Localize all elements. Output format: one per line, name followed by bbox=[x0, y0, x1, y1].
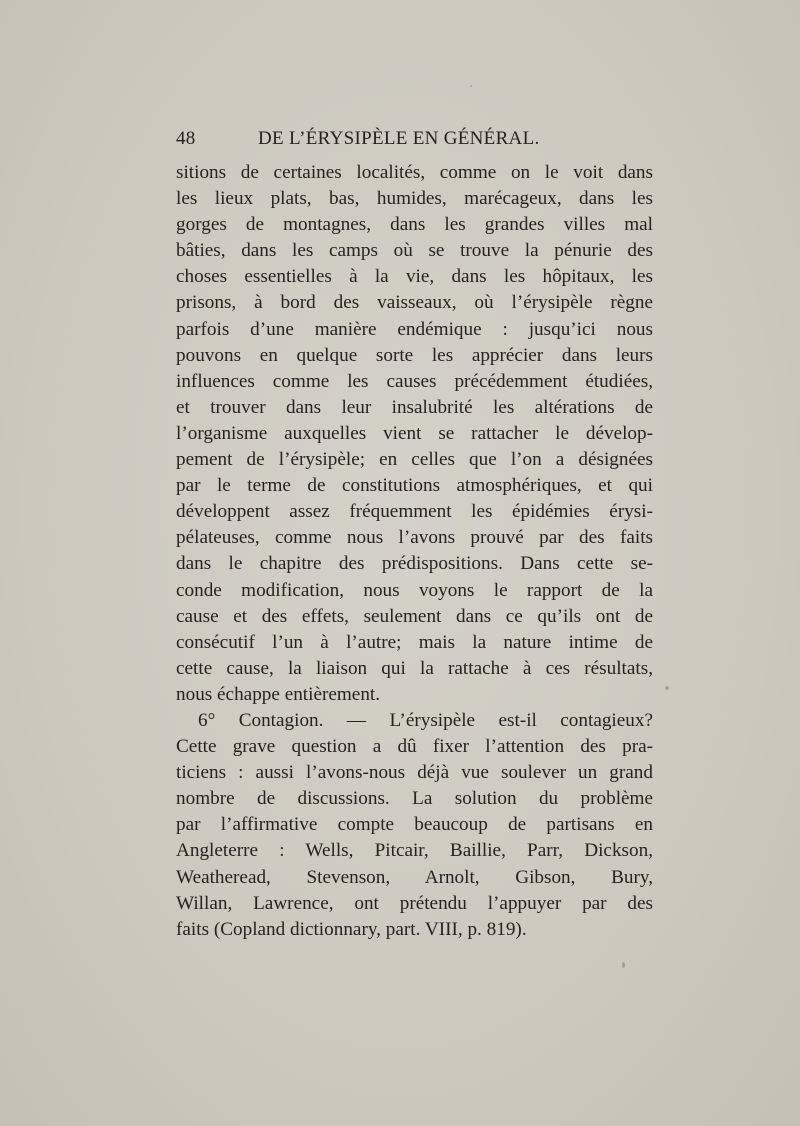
text-line: pouvons en quelque sorte les apprécier dans leurs bbox=[176, 344, 653, 366]
text-line: pélateuses, comme nous l’avons prouvé par des faits bbox=[176, 527, 653, 549]
section-heading-line: 6° Contagion. — L’érysipèle est-il contagieux? bbox=[198, 709, 653, 731]
text-line: dans le chapitre des prédispositions. Dans cette se- bbox=[176, 553, 653, 575]
body-text bbox=[176, 160, 653, 943]
text-line: conde modification, nous voyons le rapport de la bbox=[176, 579, 653, 601]
paper-speck bbox=[665, 686, 669, 690]
text-line: et trouver dans leur insalubrité les altérations de bbox=[176, 396, 653, 418]
text-line: cause et des effets, seulement dans ce qu’ils ont de bbox=[176, 605, 653, 627]
text-line: sitions de certaines localités, comme on le voit dans bbox=[176, 162, 653, 183]
page-header bbox=[176, 128, 656, 154]
paper-speck bbox=[470, 85, 472, 87]
text-line: parfois d’une manière endémique : jusqu’ici nous bbox=[176, 318, 653, 340]
text-line: influences comme les causes précédemment étudiées, bbox=[176, 370, 653, 392]
text-line: les lieux plats, bas, humides, marécageux, dans les bbox=[176, 188, 653, 210]
text-line: prisons, à bord des vaisseaux, où l’érysipèle règne bbox=[176, 292, 653, 314]
running-head: DE L’ÉRYSIPÈLE EN GÉNÉRAL. bbox=[258, 128, 540, 149]
text-line: ticiens : aussi l’avons-nous déjà vue soulever un grand bbox=[176, 762, 653, 784]
text-line: Willan, Lawrence, ont prétendu l’appuyer par des bbox=[176, 892, 653, 914]
text-line: faits (Copland dictionnary, part. VIII, p. 819). bbox=[176, 918, 527, 940]
text-line: pement de l’érysipèle; en celles que l’on a désignées bbox=[176, 449, 653, 471]
text-line: par le terme de constitutions atmosphériques, et qui bbox=[176, 475, 653, 497]
text-line: Weatheread, Stevenson, Arnolt, Gibson, Bury, bbox=[176, 866, 653, 888]
text-line: Cette grave question a dû fixer l’attention des pra- bbox=[176, 736, 653, 758]
text-line: par l’affirmative compte beaucoup de partisans en bbox=[176, 814, 653, 836]
text-line: bâties, dans les camps où se trouve la pénurie des bbox=[176, 240, 653, 262]
text-line: l’organisme auxquelles vient se rattacher le dévelop- bbox=[176, 422, 653, 444]
text-line: nombre de discussions. La solution du problème bbox=[176, 788, 653, 810]
text-line: consécutif l’un à l’autre; mais la nature intime de bbox=[176, 631, 653, 653]
text-line: nous échappe entièrement. bbox=[176, 683, 381, 705]
text-line: développent assez fréquemment les épidémies érysi- bbox=[176, 501, 653, 523]
text-line: choses essentielles à la vie, dans les hôpitaux, les bbox=[176, 266, 653, 288]
paper-speck bbox=[622, 962, 625, 968]
text-line: cette cause, la liaison qui la rattache à ces résultats, bbox=[176, 657, 653, 679]
page-number: 48 bbox=[176, 128, 196, 149]
text-line: Angleterre : Wells, Pitcair, Baillie, Parr, Dickson, bbox=[176, 840, 653, 862]
text-line: gorges de montagnes, dans les grandes villes mal bbox=[176, 214, 653, 236]
